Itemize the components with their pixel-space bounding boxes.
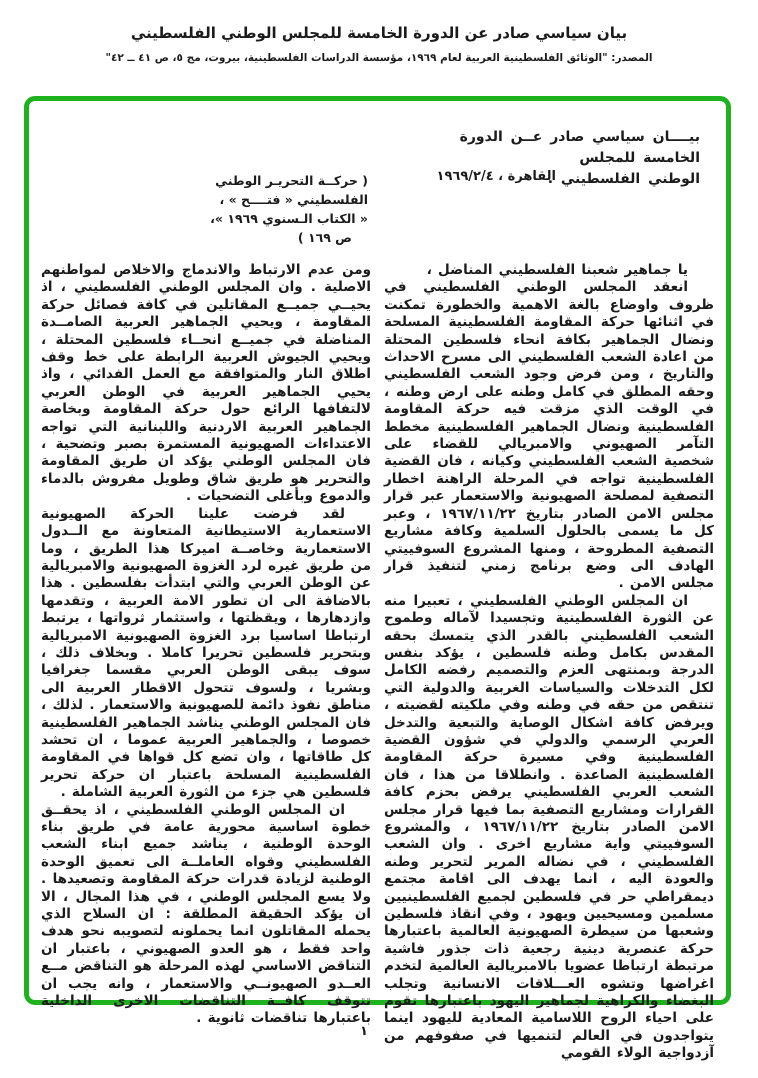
document-border-frame	[24, 96, 731, 1062]
source-citation: المصدر: "الوثائق الفلسطينية العربية لعام ١٩٦٩، مؤسسة الدراسات الفلسطينية، بيروت، مج ٥، ص ٤١ ــ ٤٢"	[105, 52, 653, 64]
body-column-right	[384, 262, 714, 1063]
document-body	[41, 262, 714, 1063]
dateline: القاهرة ، ١٩٦٩/٢/٤	[436, 169, 556, 184]
paragraph: انعقد المجلس الوطني الفلسطيني في ظروف واوضاع بالغة الاهمية والخطورة تمكنت في اثنائها حركة المقاومة الفلسطينية المسلحة ونضال الجماهير بكافة انحاء فلسطين المحتلة من اعادة الشعب الفلسطيني الى مسرح الاحداث والتاريخ ، ومن فرض وجود الشعب الفلسطيني وحقه المطلق في كامل وطنه على ارض وطنه ، في الوقت الذي مزقت فيه حركة المقاومة الفلسطينية ونضال الجماهير الفلسطينية مخطط التآمر الصهيوني والامبريالي للقضاء على شخصية الشعب الفلسطيني وكيانه ، فان القضية الفلسطينية تواجه في المرحلة الراهنة اخطار التصفية لمصلحة الصهيونية والاستعمار عبر قرار مجلس الامن الصادر بتاريخ ١٩٦٧/١١/٢٢ ، وعبر كل ما يسمى بالحلول السلمية وكافة مشاريع التصفية المطروحة ، ومنها المشروع السوفييتي الهادف الى وضع برنامج زمني لتنفيذ قرار مجلس الامن .	[384, 279, 714, 592]
citation-line: « الكتاب الـسنوي ١٩٦٩ »،	[210, 211, 368, 226]
citation-line: ( حركــة التحريـر الوطني	[215, 173, 368, 188]
paragraph: ان المجلس الوطني الفلسطيني ، تعبيرا منه عن الثورة الفلسطينية وتجسيدا لآماله وطموح الشعب الفلسطيني بالقدر الذي يتمسك بحقه المقدس بكامل وطنه فلسطين ، يؤكد بنفس الدرجة وبمنتهى العزم والتصميم رفضه الكامل لكل التدخلات والسياسات الغربية والدولية التي تنتقص من حقه في وطنه وفي ملكيته لقضيته ، ويرفض كافة اشكال الوصاية والتبعية والتدخل العربي الرسمي والدولي في شؤون القضية الفلسطينية وفي مسيرة حركة المقاومة الفلسطينية الصاعدة . وانطلاقا من هذا ، فان الشعب العربي الفلسطيني يرفض بحزم كافة القرارات ومشاريع التصفية بما فيها قرار مجلس الامن الصادر بتاريخ ١٩٦٧/١١/٢٢ ، والمشروع السوفييتي واية مشاريع اخرى . وان الشعب الفلسطيني ، في نضاله المرير لتحرير وطنه والعودة اليه ، انما يهدف الى اقامة مجتمع ديمقراطي حر في فلسطين لجميع الفلسطينيين مسلمين ومسيحيين ويهود ، وفي انقاذ فلسطين وشعبها من سيطرة الصهيونية العالمية باعتبارها حركة عنصرية دينية رجعية ذات جذور فاشية مرتبطة ارتباطا عضويا بالامبريالية العالمية لتخدم اغراضها وتشوه العـــلاقات الانسانية وتجلب البغضاء والكراهية لجماهير اليهود باعتبارها تقوم على احياء الروح اللاسامية المعادية لليهود اينما يتواجدون في العالم لتنميها في صفوفهم من آزدواجية الولاء القومي	[384, 592, 714, 1062]
paragraph: يا جماهير شعبنا الفلسطيني المناضل ،	[426, 262, 688, 278]
document-title-line1: بيــــان سياسي صادر عــن الدورة الخامسة للمجلس	[459, 129, 700, 166]
paragraph: ان المجلس الوطني الفلسطيني ، اذ يحقــق خطوة اساسية محورية عامة في طريق بناء الوحدة الوطنية ، يناشد جميع ابناء الشعب الفلسطيني وقواه العاملــة الى تعميق الوحدة الوطنية لزيادة قدرات حركة المقاومة وتصعيدها . ولا يسع المجلس الوطني ، في هذا المجال ، الا ان يؤكد الحقيقة المطلقة : ان السلاح الذي يحمله المقاتلون انما يحملونه لتصويبه نحو هدف واحد فقط ، هو العدو الصهيوني ، باعتبار ان التناقض الاساسي لهذه المرحلة هو التناقض مــع العــدو الصهيونــي والاستعمار ، وانه يجب ان تتوقف كافــة التناقضات الاخرى الداخلية باعتبارها تناقضات ثانوية .	[41, 801, 371, 1027]
paragraph: ومن عدم الارتباط والاندماج والاخلاص لمواطنهم الاصلية . وان المجلس الوطني الفلسطيني ، اذ يحيــي جميــع المقاتلين في كافة فصائل حركة المقاومة ، ويحيي الجماهير العربية الصامــدة المناضلة في جميــع انحــاء فلسطين المحتلة ، ويحيي الجيوش العربية الرابطة على خط وقف اطلاق النار والمتوافقة مع العمل الفدائي ، واذ يحيي الجماهير العربية في الوطن العربي لالتفافها الرائع حول حركة المقاومة وبخاصة الجماهير العربية الاردنية واللبنانية التي تواجه الاعتداءات الصهيونية المستمرة بصبر وتضحية ، فان المجلس الوطني يؤكد ان طريق المقاومة والتحرير هو طريق شاق وطويل مفروش بالدماء والدموع وبأغلى التضحيات .	[41, 262, 371, 505]
citation-block	[190, 171, 368, 247]
page-number: ١	[360, 1024, 368, 1039]
paragraph: لقد فرضت علينا الحركة الصهيونية الاستعمارية الاستيطانية المتعاونة مع الــدول الاستعمارية وخاصــة اميركا هذا الطريق ، وما من طريق غيره لرد الغزوة الصهيونية والامبريالية عن الوطن العربي والتي ابتدأت بفلسطين . هذا بالاضافة الى ان تطور الامة العربية ، وتقدمها وازدهارها ، ويقظتها ، واستثمار ثرواتها ، يرتبط ارتباطا اساسيا برد الغزوة الصهيونية الامبريالية وبتحرير فلسطين تحريرا كاملا . وبخلاف ذلك ، سوف يبقى الوطن العربي مقسما جغرافيا وبشريا ، ولسوف تتحول الاقطار العربية الى مناطق نفوذ دائمة للصهيونية والاستعمار . لذلك ، فان المجلس الوطني يناشد الجماهير الفلسطينية خصوصا ، والجماهير العربية عموما ، ان تحشد كل طاقاتها ، وان تضع كل قواها في المقاومة الفلسطينية المسلحة باعتبار ان حركة تحرير فلسطين هي جزء من الثورة العربية الشاملة .	[41, 505, 371, 801]
citation-line: الفلسطيني « فتــــح » ،	[219, 192, 368, 207]
document-title-line2: الوطني الفلسطيني .	[547, 171, 700, 187]
citation-line: ص ١٦٩ )	[297, 230, 352, 245]
body-column-left	[41, 262, 371, 1063]
page-title: بيان سياسي صادر عن الدورة الخامسة للمجلس الوطني الفلسطيني	[130, 24, 628, 42]
